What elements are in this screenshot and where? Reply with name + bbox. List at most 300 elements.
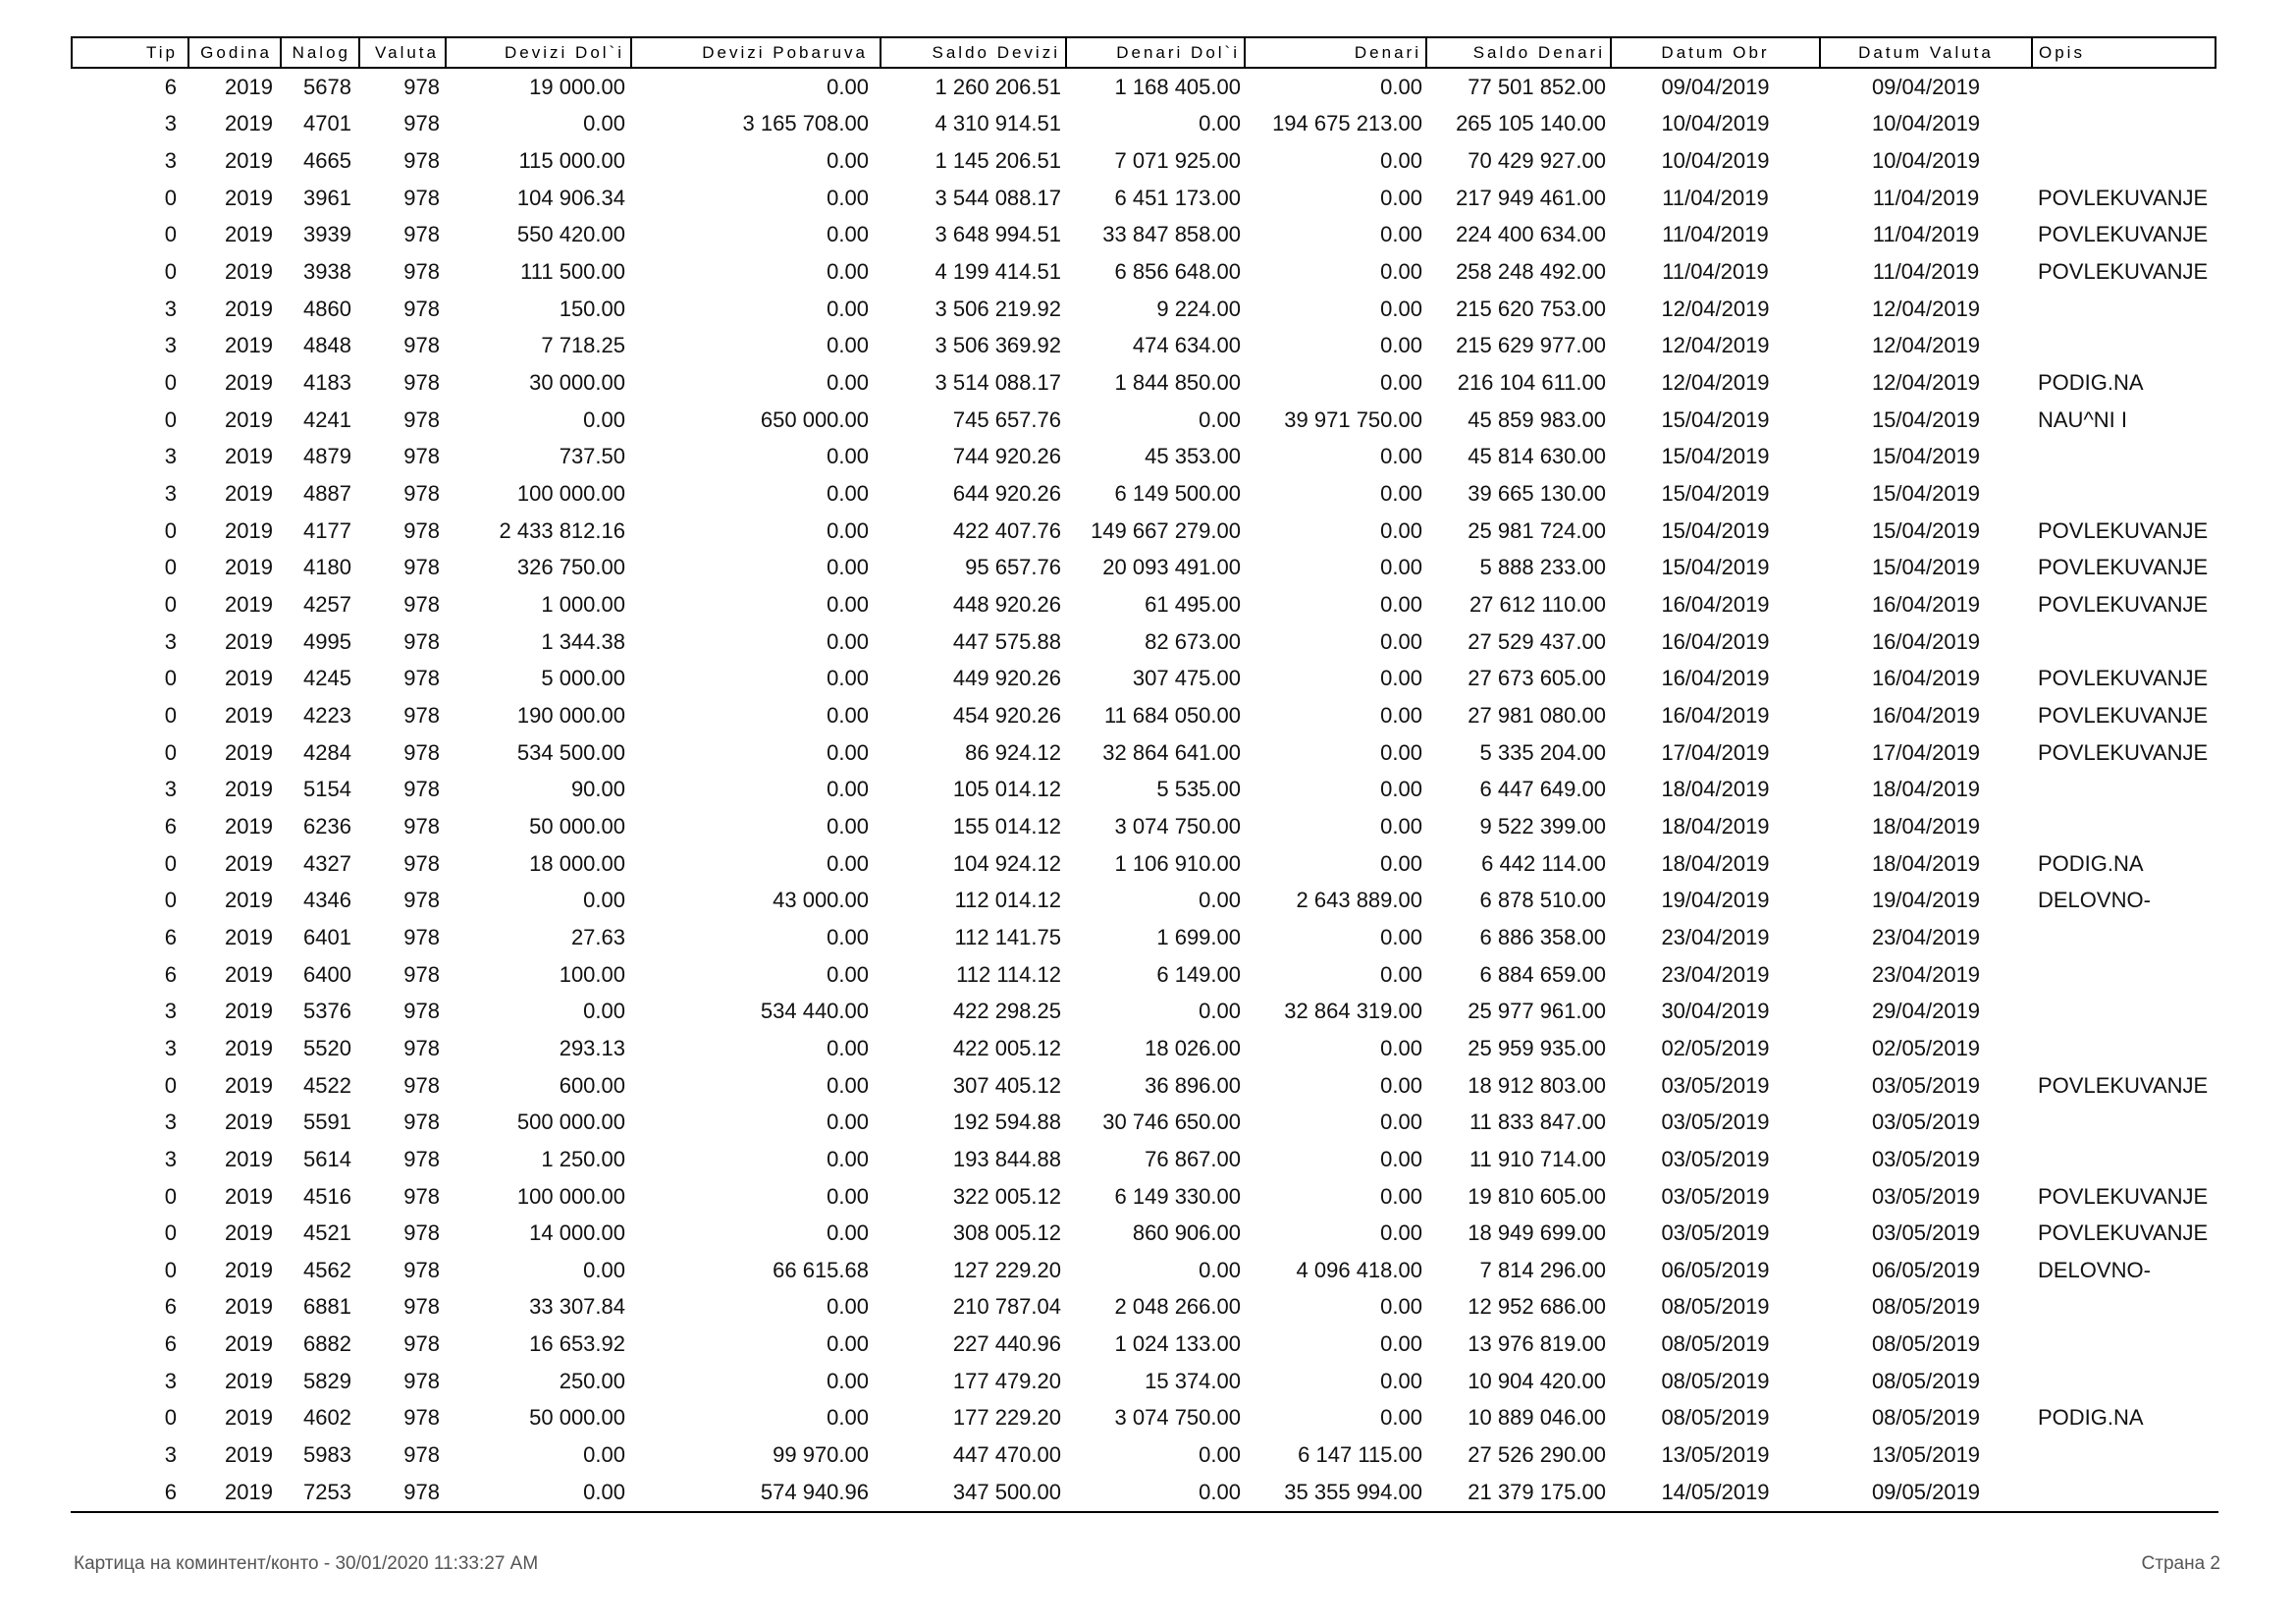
cell-saldo_devizi: 112 114.12 [956,961,1061,987]
cell-denari_dolzi: 36 896.00 [1145,1072,1241,1098]
cell-denari: 0.00 [1380,777,1422,802]
table-row [72,1400,2216,1437]
cell-saldo_denari: 217 949 461.00 [1456,185,1606,210]
cell-godina: 2019 [225,1442,273,1468]
cell-datum_obr: 15/04/2019 [1661,517,1770,543]
cell-tip: 3 [164,333,177,358]
cell-opis: POVLEKUVANJE [2038,517,2209,543]
cell-devizi_pobaruva: 0.00 [827,555,869,580]
cell-denari_dolzi: 1 699.00 [1156,924,1241,949]
column-header-devizi-dolzi: Devizi Dol`i [446,37,631,68]
table-row [72,1436,2216,1474]
cell-datum_obr: 23/04/2019 [1661,924,1770,949]
cell-devizi_dolzi: 14 000.00 [529,1220,625,1246]
cell-opis [2032,919,2216,956]
cell-saldo_devizi: 1 145 206.51 [934,148,1061,174]
cell-saldo_denari: 25 981 724.00 [1468,517,1606,543]
cell-datum_valuta: 08/05/2019 [1871,1294,1981,1320]
cell-tip: 3 [164,1110,177,1135]
cell-saldo_devizi: 744 920.26 [952,444,1061,469]
table-row [72,550,2216,587]
cell-devizi_dolzi: 600.00 [559,1072,625,1098]
cell-nalog: 5591 [303,1110,351,1135]
cell-godina: 2019 [225,1146,273,1171]
cell-datum_obr: 12/04/2019 [1661,296,1770,321]
cell-devizi_dolzi: 326 750.00 [516,555,625,580]
cell-saldo_devizi: 422 005.12 [952,1035,1061,1060]
cell-tip: 3 [164,481,177,507]
cell-datum_obr: 08/05/2019 [1661,1331,1770,1357]
table-row [72,513,2216,550]
cell-datum_valuta: 09/05/2019 [1871,1479,1981,1504]
cell-tip: 0 [164,850,177,876]
table-row [72,364,2216,402]
cell-saldo_denari: 25 977 961.00 [1468,999,1606,1024]
cell-opis: DELOVNO- [2038,1257,2151,1282]
cell-opis: POVLEKUVANJE [2038,702,2209,728]
cell-saldo_denari: 10 889 046.00 [1468,1405,1606,1431]
cell-godina: 2019 [225,1183,273,1209]
cell-devizi_dolzi: 111 500.00 [520,259,625,285]
cell-devizi_pobaruva: 0.00 [827,666,869,691]
cell-denari: 0.00 [1380,1183,1422,1209]
cell-datum_valuta: 08/05/2019 [1871,1331,1981,1357]
cell-devizi_pobaruva: 0.00 [827,1183,869,1209]
cell-denari_dolzi: 61 495.00 [1145,592,1241,618]
cell-godina: 2019 [225,555,273,580]
cell-opis [2032,475,2216,513]
cell-saldo_denari: 10 904 420.00 [1468,1368,1606,1393]
cell-saldo_denari: 258 248 492.00 [1456,259,1606,285]
cell-tip: 6 [164,961,177,987]
cell-datum_obr: 30/04/2019 [1661,999,1770,1024]
cell-nalog: 5520 [303,1035,351,1060]
cell-opis: PODIG.NA [2038,1405,2144,1431]
cell-denari_dolzi: 33 847 858.00 [1102,222,1241,247]
cell-denari: 0.00 [1380,296,1422,321]
cell-tip: 0 [164,592,177,618]
cell-saldo_denari: 9 522 399.00 [1479,813,1606,839]
table-row [72,402,2216,439]
table-row [72,845,2216,883]
cell-saldo_devizi: 308 005.12 [952,1220,1061,1246]
cell-saldo_devizi: 3 514 088.17 [934,370,1061,396]
cell-datum_obr: 08/05/2019 [1661,1294,1770,1320]
cell-valuta: 978 [403,739,440,765]
cell-denari_dolzi: 0.00 [1199,1442,1241,1468]
cell-tip: 0 [164,185,177,210]
cell-denari: 0.00 [1380,628,1422,654]
cell-devizi_pobaruva: 0.00 [827,74,869,99]
cell-opis [2032,808,2216,845]
cell-tip: 6 [164,74,177,99]
cell-datum_valuta: 15/04/2019 [1871,555,1981,580]
cell-denari_dolzi: 0.00 [1199,1257,1241,1282]
cell-godina: 2019 [225,333,273,358]
cell-opis [2032,106,2216,143]
cell-datum_valuta: 08/05/2019 [1871,1405,1981,1431]
cell-denari_dolzi: 6 149.00 [1156,961,1241,987]
cell-saldo_devizi: 1 260 206.51 [934,74,1061,99]
cell-nalog: 4177 [303,517,351,543]
cell-devizi_pobaruva: 0.00 [827,1146,869,1171]
cell-devizi_dolzi: 190 000.00 [516,702,625,728]
cell-datum_obr: 16/04/2019 [1661,666,1770,691]
cell-devizi_pobaruva: 0.00 [827,813,869,839]
cell-denari: 0.00 [1380,850,1422,876]
cell-opis [2032,1141,2216,1178]
cell-valuta: 978 [403,296,440,321]
cell-saldo_denari: 12 952 686.00 [1468,1294,1606,1320]
cell-valuta: 978 [403,333,440,358]
cell-valuta: 978 [403,1368,440,1393]
cell-opis: POVLEKUVANJE [2038,222,2209,247]
table-header [72,37,2216,68]
cell-devizi_dolzi: 0.00 [583,111,625,136]
column-header-valuta: Valuta [359,37,446,68]
cell-datum_obr: 11/04/2019 [1662,222,1769,247]
cell-devizi_pobaruva: 0.00 [827,1294,869,1320]
column-header-denari: Denari [1245,37,1426,68]
cell-denari: 0.00 [1380,370,1422,396]
cell-denari: 0.00 [1380,148,1422,174]
cell-datum_valuta: 17/04/2019 [1871,739,1981,765]
cell-denari: 0.00 [1380,259,1422,285]
cell-nalog: 4879 [303,444,351,469]
cell-valuta: 978 [403,1183,440,1209]
table-row [72,993,2216,1030]
cell-valuta: 978 [403,111,440,136]
table-row [72,1474,2216,1511]
cell-denari_dolzi: 2 048 266.00 [1114,1294,1241,1320]
table-row [72,808,2216,845]
table-row [72,1178,2216,1216]
cell-saldo_devizi: 447 470.00 [952,1442,1061,1468]
cell-devizi_pobaruva: 0.00 [827,481,869,507]
cell-saldo_denari: 27 612 110.00 [1468,592,1606,618]
cell-devizi_dolzi: 250.00 [559,1368,625,1393]
cell-denari: 0.00 [1380,1035,1422,1060]
cell-denari_dolzi: 20 093 491.00 [1102,555,1241,580]
cell-saldo_devizi: 155 014.12 [952,813,1061,839]
cell-saldo_devizi: 422 407.76 [952,517,1061,543]
cell-saldo_denari: 45 859 983.00 [1468,406,1606,432]
cell-valuta: 978 [403,259,440,285]
cell-valuta: 978 [403,1146,440,1171]
cell-saldo_denari: 6 878 510.00 [1479,888,1606,913]
cell-denari: 6 147 115.00 [1298,1442,1422,1468]
cell-tip: 0 [164,702,177,728]
cell-godina: 2019 [225,1257,273,1282]
cell-datum_valuta: 13/05/2019 [1871,1442,1981,1468]
cell-saldo_devizi: 210 787.04 [952,1294,1061,1320]
cell-tip: 0 [164,259,177,285]
cell-datum_valuta: 12/04/2019 [1871,333,1981,358]
cell-tip: 3 [164,1442,177,1468]
cell-devizi_dolzi: 104 906.34 [516,185,625,210]
cell-tip: 0 [164,406,177,432]
cell-tip: 0 [164,666,177,691]
cell-nalog: 6400 [303,961,351,987]
cell-denari: 0.00 [1380,333,1422,358]
cell-nalog: 4241 [303,406,351,432]
cell-denari: 0.00 [1380,592,1422,618]
cell-denari_dolzi: 6 149 330.00 [1114,1183,1241,1209]
table-row [72,919,2216,956]
cell-opis: POVLEKUVANJE [2038,1072,2209,1098]
cell-datum_valuta: 11/04/2019 [1872,259,1980,285]
cell-devizi_pobaruva: 99 970.00 [773,1442,869,1468]
cell-denari: 0.00 [1380,74,1422,99]
cell-datum_obr: 08/05/2019 [1661,1368,1770,1393]
cell-devizi_pobaruva: 574 940.96 [760,1479,869,1504]
cell-datum_valuta: 15/04/2019 [1871,481,1981,507]
cell-valuta: 978 [403,999,440,1024]
cell-saldo_denari: 11 910 714.00 [1468,1146,1606,1171]
table-row [72,291,2216,328]
cell-saldo_denari: 27 526 290.00 [1468,1442,1606,1468]
column-header-devizi-pobaruva: Devizi Pobaruva [631,37,881,68]
cell-devizi_pobaruva: 0.00 [827,1220,869,1246]
cell-saldo_denari: 21 379 175.00 [1468,1479,1606,1504]
cell-devizi_pobaruva: 66 615.68 [773,1257,869,1282]
cell-devizi_dolzi: 100 000.00 [516,481,625,507]
cell-denari: 35 355 994.00 [1284,1479,1422,1504]
table-row [72,328,2216,365]
cell-saldo_denari: 25 959 935.00 [1468,1035,1606,1060]
cell-denari_dolzi: 6 856 648.00 [1114,259,1241,285]
cell-saldo_denari: 5 335 204.00 [1479,739,1606,765]
table-row [72,253,2216,291]
cell-datum_valuta: 16/04/2019 [1871,592,1981,618]
cell-datum_obr: 18/04/2019 [1661,777,1770,802]
cell-devizi_dolzi: 0.00 [583,999,625,1024]
cell-devizi_dolzi: 100 000.00 [516,1183,625,1209]
cell-denari: 0.00 [1380,555,1422,580]
table-row [72,1030,2216,1067]
cell-godina: 2019 [225,628,273,654]
cell-godina: 2019 [225,739,273,765]
cell-opis [2032,1030,2216,1067]
cell-nalog: 4257 [303,592,351,618]
ledger-table [71,36,2216,1511]
cell-datum_obr: 10/04/2019 [1661,148,1770,174]
cell-nalog: 4848 [303,333,351,358]
cell-valuta: 978 [403,1331,440,1357]
cell-datum_valuta: 08/05/2019 [1871,1368,1981,1393]
cell-devizi_dolzi: 0.00 [583,1442,625,1468]
cell-saldo_denari: 265 105 140.00 [1456,111,1606,136]
cell-valuta: 978 [403,1442,440,1468]
cell-devizi_dolzi: 0.00 [583,1257,625,1282]
table-row [72,68,2216,106]
cell-denari: 0.00 [1380,813,1422,839]
cell-nalog: 4562 [303,1257,351,1282]
cell-denari: 4 096 418.00 [1296,1257,1422,1282]
cell-tip: 0 [164,1220,177,1246]
cell-saldo_devizi: 449 920.26 [952,666,1061,691]
cell-saldo_denari: 215 620 753.00 [1456,296,1606,321]
cell-valuta: 978 [403,888,440,913]
table-row [72,475,2216,513]
cell-godina: 2019 [225,924,273,949]
cell-denari: 32 864 319.00 [1284,999,1422,1024]
table-row [72,1215,2216,1252]
cell-saldo_devizi: 347 500.00 [952,1479,1061,1504]
cell-saldo_denari: 215 629 977.00 [1456,333,1606,358]
cell-godina: 2019 [225,1479,273,1504]
cell-godina: 2019 [225,148,273,174]
cell-saldo_devizi: 422 298.25 [952,999,1061,1024]
cell-opis [2032,993,2216,1030]
cell-nalog: 6882 [303,1331,351,1357]
cell-devizi_dolzi: 1 250.00 [541,1146,625,1171]
cell-denari_dolzi: 307 475.00 [1132,666,1241,691]
cell-saldo_denari: 224 400 634.00 [1456,222,1606,247]
cell-denari: 0.00 [1380,666,1422,691]
cell-nalog: 4995 [303,628,351,654]
cell-denari: 0.00 [1380,1110,1422,1135]
cell-saldo_devizi: 127 229.20 [952,1257,1061,1282]
cell-opis [2032,439,2216,476]
cell-nalog: 4183 [303,370,351,396]
column-header-saldo-devizi: Saldo Devizi [881,37,1066,68]
cell-devizi_pobaruva: 0.00 [827,1368,869,1393]
cell-tip: 3 [164,999,177,1024]
cell-datum_obr: 11/04/2019 [1662,259,1769,285]
table-row [72,1141,2216,1178]
cell-devizi_dolzi: 18 000.00 [529,850,625,876]
column-header-datum-valuta: Datum Valuta [1820,37,2032,68]
cell-datum_valuta: 18/04/2019 [1871,813,1981,839]
cell-valuta: 978 [403,1110,440,1135]
cell-devizi_dolzi: 737.50 [559,444,625,469]
cell-denari_dolzi: 3 074 750.00 [1114,813,1241,839]
cell-nalog: 3961 [303,185,351,210]
cell-denari: 0.00 [1380,1146,1422,1171]
cell-nalog: 5678 [303,74,351,99]
cell-tip: 0 [164,888,177,913]
cell-datum_obr: 17/04/2019 [1661,739,1770,765]
cell-opis [2032,1104,2216,1141]
cell-datum_valuta: 03/05/2019 [1871,1110,1981,1135]
cell-devizi_pobaruva: 0.00 [827,924,869,949]
cell-opis [2032,1436,2216,1474]
cell-devizi_pobaruva: 0.00 [827,517,869,543]
cell-saldo_denari: 5 888 233.00 [1479,555,1606,580]
cell-valuta: 978 [403,185,440,210]
cell-devizi_pobaruva: 534 440.00 [760,999,869,1024]
cell-denari_dolzi: 1 024 133.00 [1114,1331,1241,1357]
cell-denari_dolzi: 0.00 [1199,111,1241,136]
cell-godina: 2019 [225,1110,273,1135]
cell-datum_obr: 15/04/2019 [1661,555,1770,580]
cell-denari_dolzi: 0.00 [1199,406,1241,432]
cell-denari: 0.00 [1380,1072,1422,1098]
cell-opis: DELOVNO- [2038,888,2151,913]
cell-datum_obr: 15/04/2019 [1661,406,1770,432]
cell-valuta: 978 [403,1257,440,1282]
cell-devizi_dolzi: 7 718.25 [541,333,625,358]
cell-datum_valuta: 03/05/2019 [1871,1146,1981,1171]
cell-denari_dolzi: 7 071 925.00 [1114,148,1241,174]
cell-datum_valuta: 23/04/2019 [1871,961,1981,987]
column-header-godina: Godina [188,37,281,68]
cell-denari_dolzi: 9 224.00 [1156,296,1241,321]
cell-valuta: 978 [403,1294,440,1320]
cell-nalog: 5154 [303,777,351,802]
cell-denari: 0.00 [1380,1368,1422,1393]
cell-denari: 0.00 [1380,517,1422,543]
cell-tip: 3 [164,1368,177,1393]
cell-saldo_devizi: 86 924.12 [965,739,1061,765]
table-row [72,1067,2216,1105]
cell-nalog: 4860 [303,296,351,321]
cell-devizi_pobaruva: 0.00 [827,850,869,876]
cell-godina: 2019 [225,185,273,210]
cell-godina: 2019 [225,1220,273,1246]
cell-denari_dolzi: 1 168 405.00 [1114,74,1241,99]
cell-nalog: 4245 [303,666,351,691]
cell-devizi_pobaruva: 0.00 [827,739,869,765]
table-row [72,623,2216,661]
cell-denari: 194 675 213.00 [1272,111,1422,136]
cell-denari_dolzi: 76 867.00 [1145,1146,1241,1171]
cell-datum_valuta: 16/04/2019 [1871,666,1981,691]
cell-datum_valuta: 19/04/2019 [1871,888,1981,913]
cell-saldo_devizi: 447 575.88 [952,628,1061,654]
cell-valuta: 978 [403,555,440,580]
cell-saldo_devizi: 105 014.12 [952,777,1061,802]
cell-devizi_pobaruva: 0.00 [827,259,869,285]
cell-tip: 6 [164,1479,177,1504]
cell-datum_valuta: 02/05/2019 [1871,1035,1981,1060]
cell-opis: POVLEKUVANJE [2038,555,2209,580]
table-row [72,217,2216,254]
cell-nalog: 4887 [303,481,351,507]
cell-nalog: 4665 [303,148,351,174]
cell-saldo_devizi: 322 005.12 [952,1183,1061,1209]
cell-valuta: 978 [403,850,440,876]
cell-devizi_dolzi: 100.00 [559,961,625,987]
report-title-timestamp: Картица на коминтент/конто - 30/01/2020 11:33:27 AM [74,1553,539,1574]
cell-devizi_pobaruva: 0.00 [827,1035,869,1060]
cell-denari_dolzi: 30 746 650.00 [1102,1110,1241,1135]
cell-datum_obr: 02/05/2019 [1661,1035,1770,1060]
cell-saldo_denari: 6 442 114.00 [1481,850,1606,876]
cell-nalog: 4602 [303,1405,351,1431]
cell-valuta: 978 [403,1035,440,1060]
cell-devizi_dolzi: 50 000.00 [529,1405,625,1431]
cell-opis [2032,623,2216,661]
cell-denari: 0.00 [1380,702,1422,728]
cell-saldo_devizi: 3 544 088.17 [934,185,1061,210]
cell-saldo_denari: 6 447 649.00 [1479,777,1606,802]
cell-nalog: 6401 [303,924,351,949]
cell-tip: 0 [164,555,177,580]
cell-saldo_devizi: 448 920.26 [952,592,1061,618]
cell-devizi_dolzi: 30 000.00 [529,370,625,396]
cell-tip: 0 [164,1257,177,1282]
cell-godina: 2019 [225,888,273,913]
cell-datum_obr: 13/05/2019 [1661,1442,1770,1468]
cell-devizi_dolzi: 150.00 [559,296,625,321]
cell-saldo_devizi: 192 594.88 [952,1110,1061,1135]
cell-devizi_dolzi: 27.63 [570,924,625,949]
cell-valuta: 978 [403,961,440,987]
cell-tip: 0 [164,222,177,247]
cell-denari: 0.00 [1380,1331,1422,1357]
